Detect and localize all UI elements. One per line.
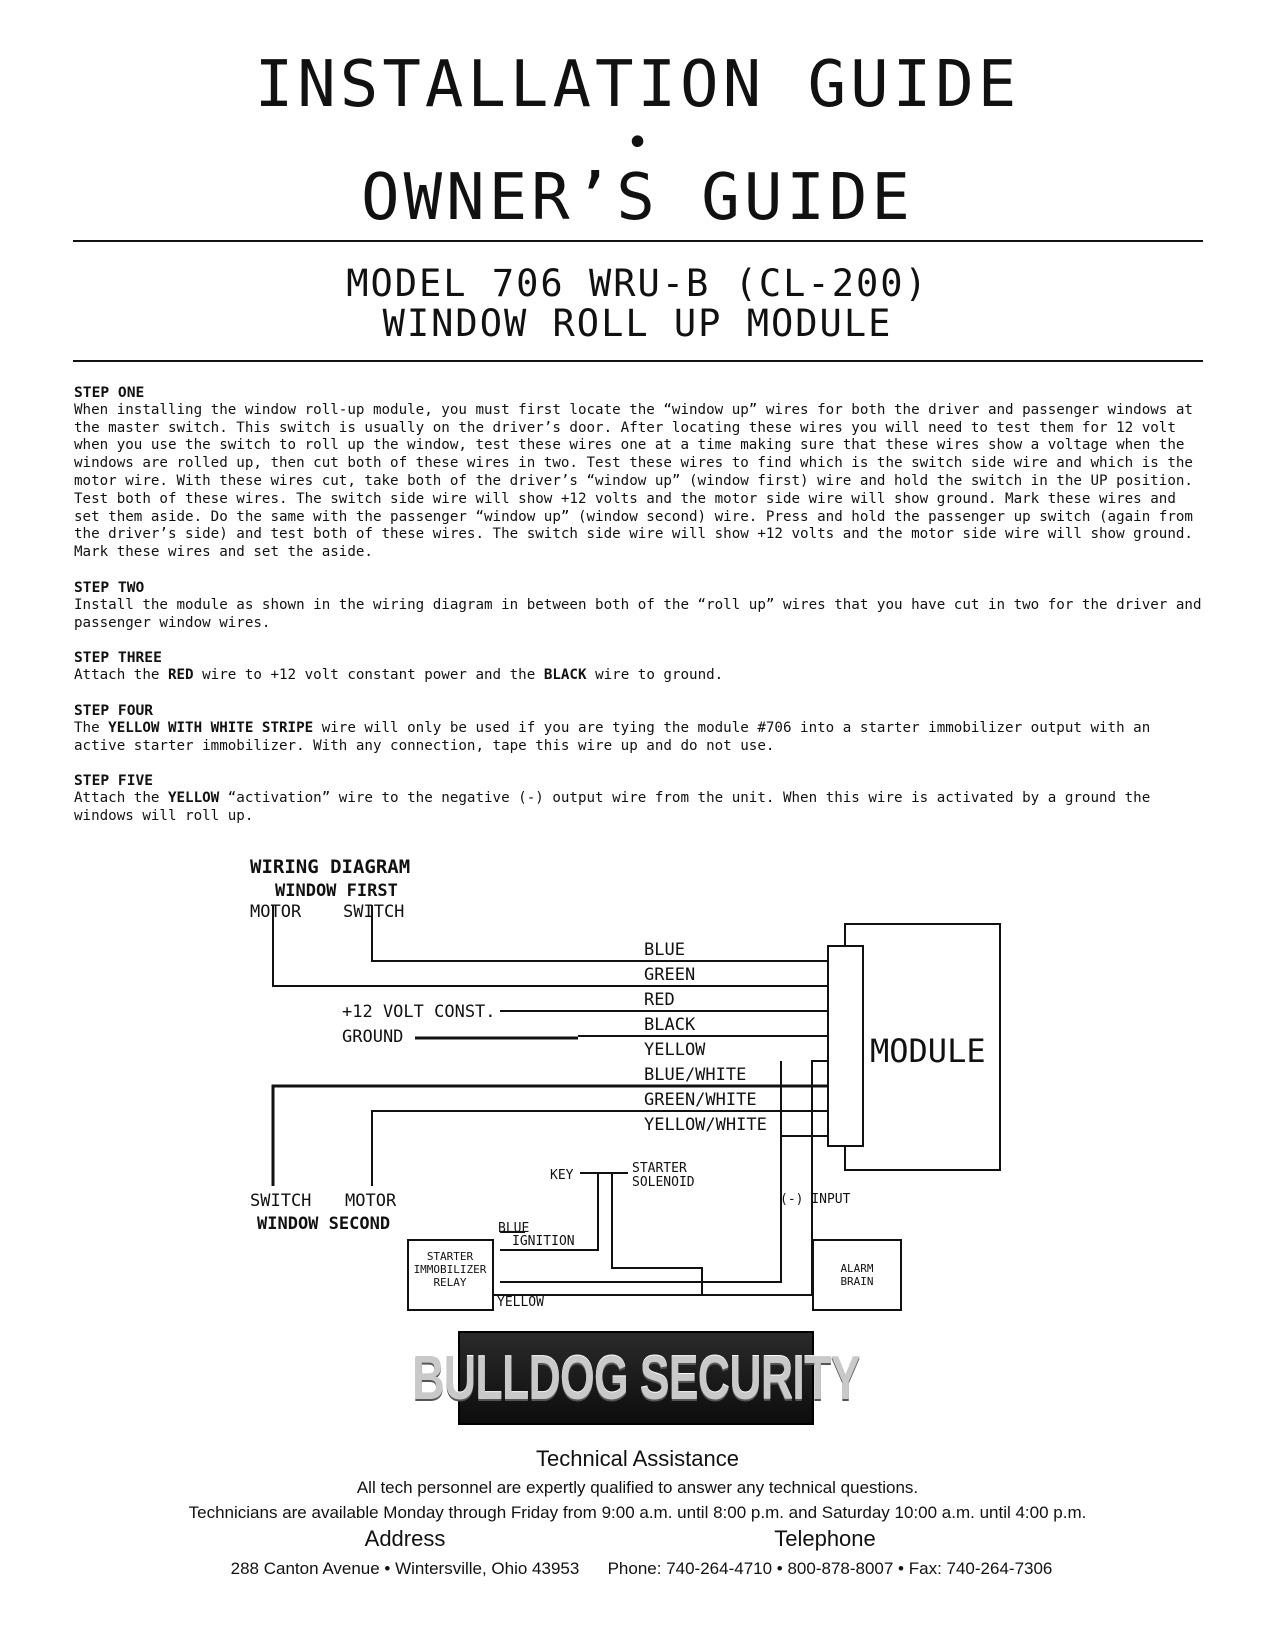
title-separator: • xyxy=(625,120,650,166)
relay-label-line3: RELAY xyxy=(433,1276,467,1289)
step-body xyxy=(74,720,1209,756)
constant-power-label: +12 VOLT CONST. xyxy=(342,1002,496,1022)
wiring-diagram xyxy=(0,850,1275,1330)
motor-top-label: MOTOR xyxy=(250,902,302,922)
tech-assistance-line1: All tech personnel are expertly qualified to answer any technical questions. xyxy=(356,1478,919,1497)
header-rule-top xyxy=(73,240,1203,242)
step-body xyxy=(74,667,1209,685)
step-heading: STEP TWO xyxy=(74,578,145,596)
wire-yellow-white-up xyxy=(781,1061,828,1136)
header-rule-bottom xyxy=(73,360,1203,362)
step-emphasis: RED xyxy=(167,667,194,684)
alarm-label-line2: BRAIN xyxy=(840,1275,874,1288)
telephone-heading: Telephone xyxy=(774,1526,876,1551)
step-text: When installing the window roll-up module, you must first locate the “window up” wires for both the driver and passenger windows at the master switch. This switch is usually on the driver’s door. After locating these wires you will need to test them for 12 volt when you use the switch to roll up the window, test these wires one at a time making sure that these wires show a voltage when the windows are rolled up, then cut both of these wires in two. Test these wires to find which is the switch side wire and which is the motor wire. With these wires cut, take both of the driver’s “window up” (window first) wire and hold the switch in the UP position. Test both of these wires. The switch side wire will show +12 volts and the motor side wire will show ground. Mark these wires and set them aside. Do the same with the passenger “window up” (window second) wire. Press and hold the passenger up switch (again from the driver’s side) and test both of these wires. The switch side wire will show +12 volts and the motor side wire will show ground. Mark these wires and set the aside. xyxy=(74,401,1193,561)
step-emphasis: YELLOW xyxy=(167,790,220,807)
step-4 xyxy=(74,702,1209,755)
bulldog-security-logo: BULLDOG SECURITY xyxy=(458,1331,814,1425)
ignition-label: IGNITION xyxy=(512,1234,575,1249)
step-text: wire will only be used if you are tying the module #706 into a starter immobilizer output with an active starter immobilizer. With any connection, tape this wire up and do not use. xyxy=(74,719,1151,754)
model-description: WINDOW ROLL UP MODULE xyxy=(382,302,893,345)
ground-label: GROUND xyxy=(342,1027,404,1047)
telephone-text: Phone: 740-264-4710 • 800-878-8007 • Fax: 740-264-7306 xyxy=(607,1559,1053,1578)
wire-label-black: BLACK xyxy=(644,1015,696,1035)
step-heading: STEP FIVE xyxy=(74,772,154,790)
alarm-label-line1: ALARM xyxy=(840,1262,874,1275)
wire-blue xyxy=(372,905,828,961)
address-text: 288 Canton Avenue • Wintersville, Ohio 43953 xyxy=(230,1559,580,1578)
address-heading: Address xyxy=(364,1526,446,1551)
step-text: “activation” wire to the negative (-) output wire from the unit. When this wire is activated by a ground the windows will roll up. xyxy=(74,790,1151,824)
switch-bottom-label: SWITCH xyxy=(250,1191,312,1211)
blue-relay-label: BLUE xyxy=(498,1221,530,1236)
key-label: KEY xyxy=(550,1168,574,1183)
step-5 xyxy=(74,772,1209,825)
window-second-label: WINDOW SECOND xyxy=(257,1214,391,1234)
step-body xyxy=(74,597,1209,633)
motor-bottom-label: MOTOR xyxy=(345,1191,397,1211)
step-text: Attach the xyxy=(74,667,168,684)
step-body xyxy=(74,790,1209,826)
diagram-title: WIRING DIAGRAM xyxy=(250,856,411,878)
module-label: MODULE xyxy=(870,1032,986,1070)
relay-label-line1: STARTER xyxy=(426,1250,474,1263)
step-heading: STEP FOUR xyxy=(74,701,154,719)
wire-label-red: RED xyxy=(644,990,675,1010)
guide-title: INSTALLATION GUIDE xyxy=(254,48,1021,122)
module-connector xyxy=(828,946,863,1146)
wire-yellow xyxy=(812,1061,828,1295)
window-first-label: WINDOW FIRST xyxy=(275,881,398,901)
wire-label-blue-white: BLUE/WHITE xyxy=(644,1065,747,1085)
guide-subtitle: OWNER’S GUIDE xyxy=(361,161,914,235)
wire-label-blue: BLUE xyxy=(644,940,685,960)
tech-assistance-line2: Technicians are available Monday through Friday from 9:00 a.m. until 8:00 p.m. and Saturday 10:00 a.m. until 4:00 p.m. xyxy=(188,1503,1087,1522)
yellow-relay-label: YELLOW xyxy=(497,1295,544,1310)
step-1 xyxy=(74,384,1209,562)
input-label: (-) INPUT xyxy=(780,1192,851,1207)
wire-label-yellow-white: YELLOW/WHITE xyxy=(644,1115,767,1135)
step-3 xyxy=(74,649,1209,685)
wire-label-green-white: GREEN/WHITE xyxy=(644,1090,757,1110)
step-heading: STEP THREE xyxy=(74,649,162,667)
tech-assistance-heading: Technical Assistance xyxy=(536,1446,739,1471)
wire-yellow-white-down xyxy=(500,1136,781,1282)
step-text: wire to +12 volt constant power and the xyxy=(193,667,544,684)
step-text: Install the module as shown in the wiring diagram in between both of the “roll up” wires that you have cut in two for the driver and passenger window wires. xyxy=(74,596,1202,631)
step-text: The xyxy=(74,719,109,736)
switch-top-label: SWITCH xyxy=(343,902,405,922)
step-emphasis: YELLOW WITH WHITE STRIPE xyxy=(108,719,314,736)
wire-solenoid xyxy=(612,1173,702,1295)
starter-label: STARTER xyxy=(632,1161,687,1176)
model-number: MODEL 706 WRU-B (CL-200) xyxy=(346,262,929,305)
step-text: Attach the xyxy=(74,790,168,807)
step-text: wire to ground. xyxy=(586,667,724,684)
step-body xyxy=(74,402,1209,562)
wire-label-green: GREEN xyxy=(644,965,696,985)
step-heading: STEP ONE xyxy=(74,384,145,401)
solenoid-label: SOLENOID xyxy=(632,1175,695,1190)
wire-label-yellow: YELLOW xyxy=(644,1040,706,1060)
installation-steps xyxy=(74,384,1209,843)
step-emphasis: BLACK xyxy=(543,667,587,684)
relay-label-line2: IMMOBILIZER xyxy=(413,1263,487,1276)
step-2 xyxy=(74,579,1209,632)
